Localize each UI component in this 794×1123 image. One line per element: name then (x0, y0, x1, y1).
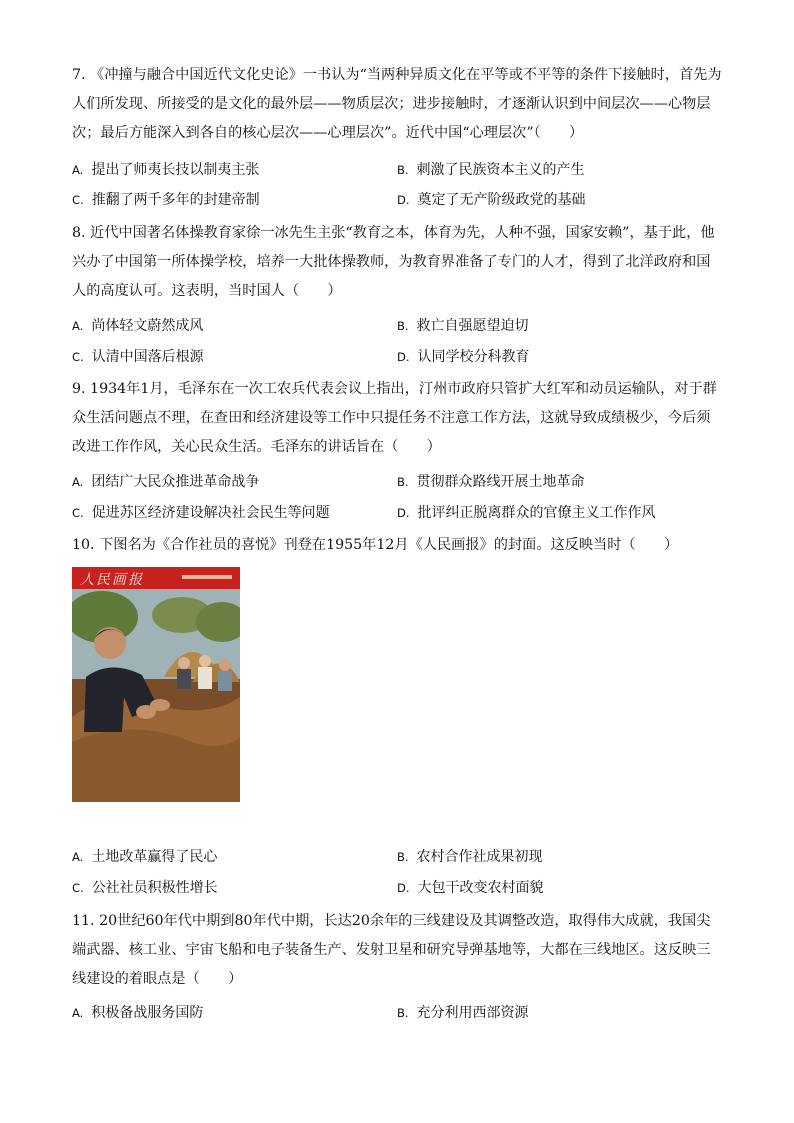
question-9-stem: 9. 1934年1月，毛泽东在一次工农兵代表会议上指出，汀州市政府只管扩大红军和动员运输队，对于群众生活问题点不理，在查田和经济建设等工作中只提任务不注意工作方法，这就导致成绩极少，今后须改进工作作风，关心民众生活。毛泽东的讲话旨在（ ） (72, 381, 717, 455)
q10-option-b[interactable] (397, 847, 543, 867)
option-letter: B. (397, 319, 409, 333)
cover-title: 人民画报 (80, 572, 144, 588)
option-letter: A. (72, 319, 84, 333)
option-text: 团结广大民众推进革命战争 (91, 474, 260, 490)
q7-option-b[interactable] (397, 160, 585, 180)
option-letter: A. (72, 1006, 84, 1020)
q8-option-c[interactable] (72, 347, 204, 367)
option-letter: D. (397, 193, 410, 207)
option-letter: B. (397, 1006, 409, 1020)
q9-option-c[interactable] (72, 503, 330, 523)
option-letter: B. (397, 163, 409, 177)
q10-option-a[interactable] (72, 847, 217, 867)
question-8-stem: 8. 近代中国著名体操教育家徐一冰先生主张“教育之本，体育为先，人种不强，国家安赖”，基于此，他兴办了中国第一所体操学校，培养一大批体操教师，为教育界准备了专门的人才，得到了北洋政府和国人的高度认可。这表明，当时国人（ ） (72, 225, 715, 299)
option-letter: A. (72, 163, 84, 177)
question-10-stem: 10. 下图名为《合作社员的喜悦》刊登在1955年12月《人民画报》的封面。这反映当时（ ） (72, 537, 679, 553)
option-text: 推翻了两千多年的封建帝制 (91, 192, 260, 208)
q7-option-d[interactable] (397, 190, 586, 210)
option-text: 大包干改变农村面貌 (417, 880, 544, 896)
option-text: 土地改革赢得了民心 (91, 849, 218, 865)
q8-option-b[interactable] (397, 316, 529, 336)
option-text: 贯彻群众路线开展土地革命 (416, 474, 585, 490)
option-letter: C. (72, 881, 84, 895)
option-text: 刺激了民族资本主义的产生 (416, 162, 585, 178)
option-letter: B. (397, 475, 409, 489)
option-text: 救亡自强愿望迫切 (416, 318, 529, 334)
q8-option-d[interactable] (397, 347, 530, 367)
option-text: 奠定了无产阶级政党的基础 (417, 192, 586, 208)
option-letter: D. (397, 350, 410, 364)
option-letter: A. (72, 850, 84, 864)
cover-issue-strip (182, 575, 232, 579)
option-text: 积极备战服务国防 (91, 1005, 204, 1021)
option-text: 促进苏区经济建设解决社会民生等问题 (91, 505, 330, 521)
q9-option-a[interactable] (72, 472, 259, 492)
q9-option-b[interactable] (397, 472, 585, 492)
option-text: 公社社员积极性增长 (91, 880, 218, 896)
option-letter: C. (72, 506, 84, 520)
q11-option-b[interactable] (397, 1003, 529, 1023)
q7-option-a[interactable] (72, 160, 259, 180)
option-text: 充分利用西部资源 (416, 1005, 529, 1021)
option-letter: A. (72, 475, 84, 489)
option-letter: D. (397, 881, 410, 895)
q11-option-a[interactable] (72, 1003, 203, 1023)
option-text: 认清中国落后根源 (91, 349, 204, 365)
q8-option-a[interactable] (72, 316, 203, 336)
question-11-stem: 11. 20世纪60年代中期到80年代中期，长达20余年的三线建设及其调整改造，取得伟大成就，我国尖端武器、核工业、宇宙飞船和电子装备生产、发射卫星和研究导弹基地等，大都在三线地区。这反映三线建设的着眼点是（ ） (72, 913, 711, 987)
option-text: 批评纠正脱离群众的官僚主义工作作风 (417, 505, 656, 521)
option-text: 农村合作社成果初现 (416, 849, 543, 865)
q10-option-c[interactable] (72, 878, 218, 898)
option-letter: B. (397, 850, 409, 864)
cover-title-band (72, 567, 240, 589)
option-text: 尚体轻文蔚然成风 (91, 318, 204, 334)
magazine-cover-image (72, 567, 240, 802)
option-text: 认同学校分科教育 (417, 349, 530, 365)
cover-illustration (72, 567, 240, 802)
option-letter: D. (397, 506, 410, 520)
option-text: 提出了师夷长技以制夷主张 (91, 162, 260, 178)
option-letter: C. (72, 193, 84, 207)
option-letter: C. (72, 350, 84, 364)
q10-option-d[interactable] (397, 878, 544, 898)
q7-option-c[interactable] (72, 190, 260, 210)
q9-option-d[interactable] (397, 503, 656, 523)
question-7-stem: 7. 《冲撞与融合中国近代文化史论》一书认为“当两种异质文化在平等或不平等的条件下接触时，首先为人们所发现、所接受的是文化的最外层——物质层次；进步接触时，才逐渐认识到中间层次——心物层次；最后方能深入到各自的核心层次——心理层次”。近代中国“心理层次”（ ） (72, 67, 722, 141)
